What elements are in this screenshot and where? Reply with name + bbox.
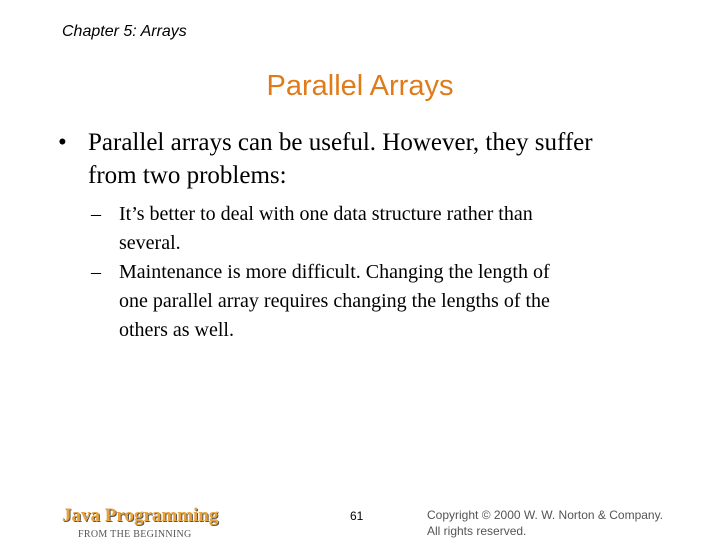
sub-bullet-marker: – <box>91 261 101 283</box>
logo-subtitle: FROM THE BEGINNING <box>78 529 192 540</box>
sub-bullet-2-line-1: Maintenance is more difficult. Changing the length of <box>119 261 550 283</box>
java-programming-logo: Java Programming <box>62 505 219 526</box>
bullet-line-2: from two problems: <box>88 162 287 189</box>
copyright-line-2: All rights reserved. <box>427 524 527 538</box>
bullet-marker: • <box>58 129 67 156</box>
chapter-header: Chapter 5: Arrays <box>62 23 187 40</box>
sub-bullet-list <box>91 200 671 345</box>
sub-bullet-2-line-2: one parallel array requires changing the lengths of the <box>119 290 550 312</box>
slide-title: Parallel Arrays <box>266 70 454 102</box>
page-number: 61 <box>350 509 364 523</box>
sub-bullet-1-line-2: several. <box>119 232 181 254</box>
copyright-line-1: Copyright © 2000 W. W. Norton & Company. <box>427 508 664 522</box>
sub-bullet-1-line-1: It’s better to deal with one data structure rather than <box>119 203 533 225</box>
sub-bullet-marker: – <box>91 203 101 225</box>
main-bullet <box>58 126 678 192</box>
bullet-line-1: Parallel arrays can be useful. However, they suffer <box>88 129 593 156</box>
sub-bullet-2-line-3: others as well. <box>119 319 234 341</box>
copyright-notice <box>427 507 663 539</box>
